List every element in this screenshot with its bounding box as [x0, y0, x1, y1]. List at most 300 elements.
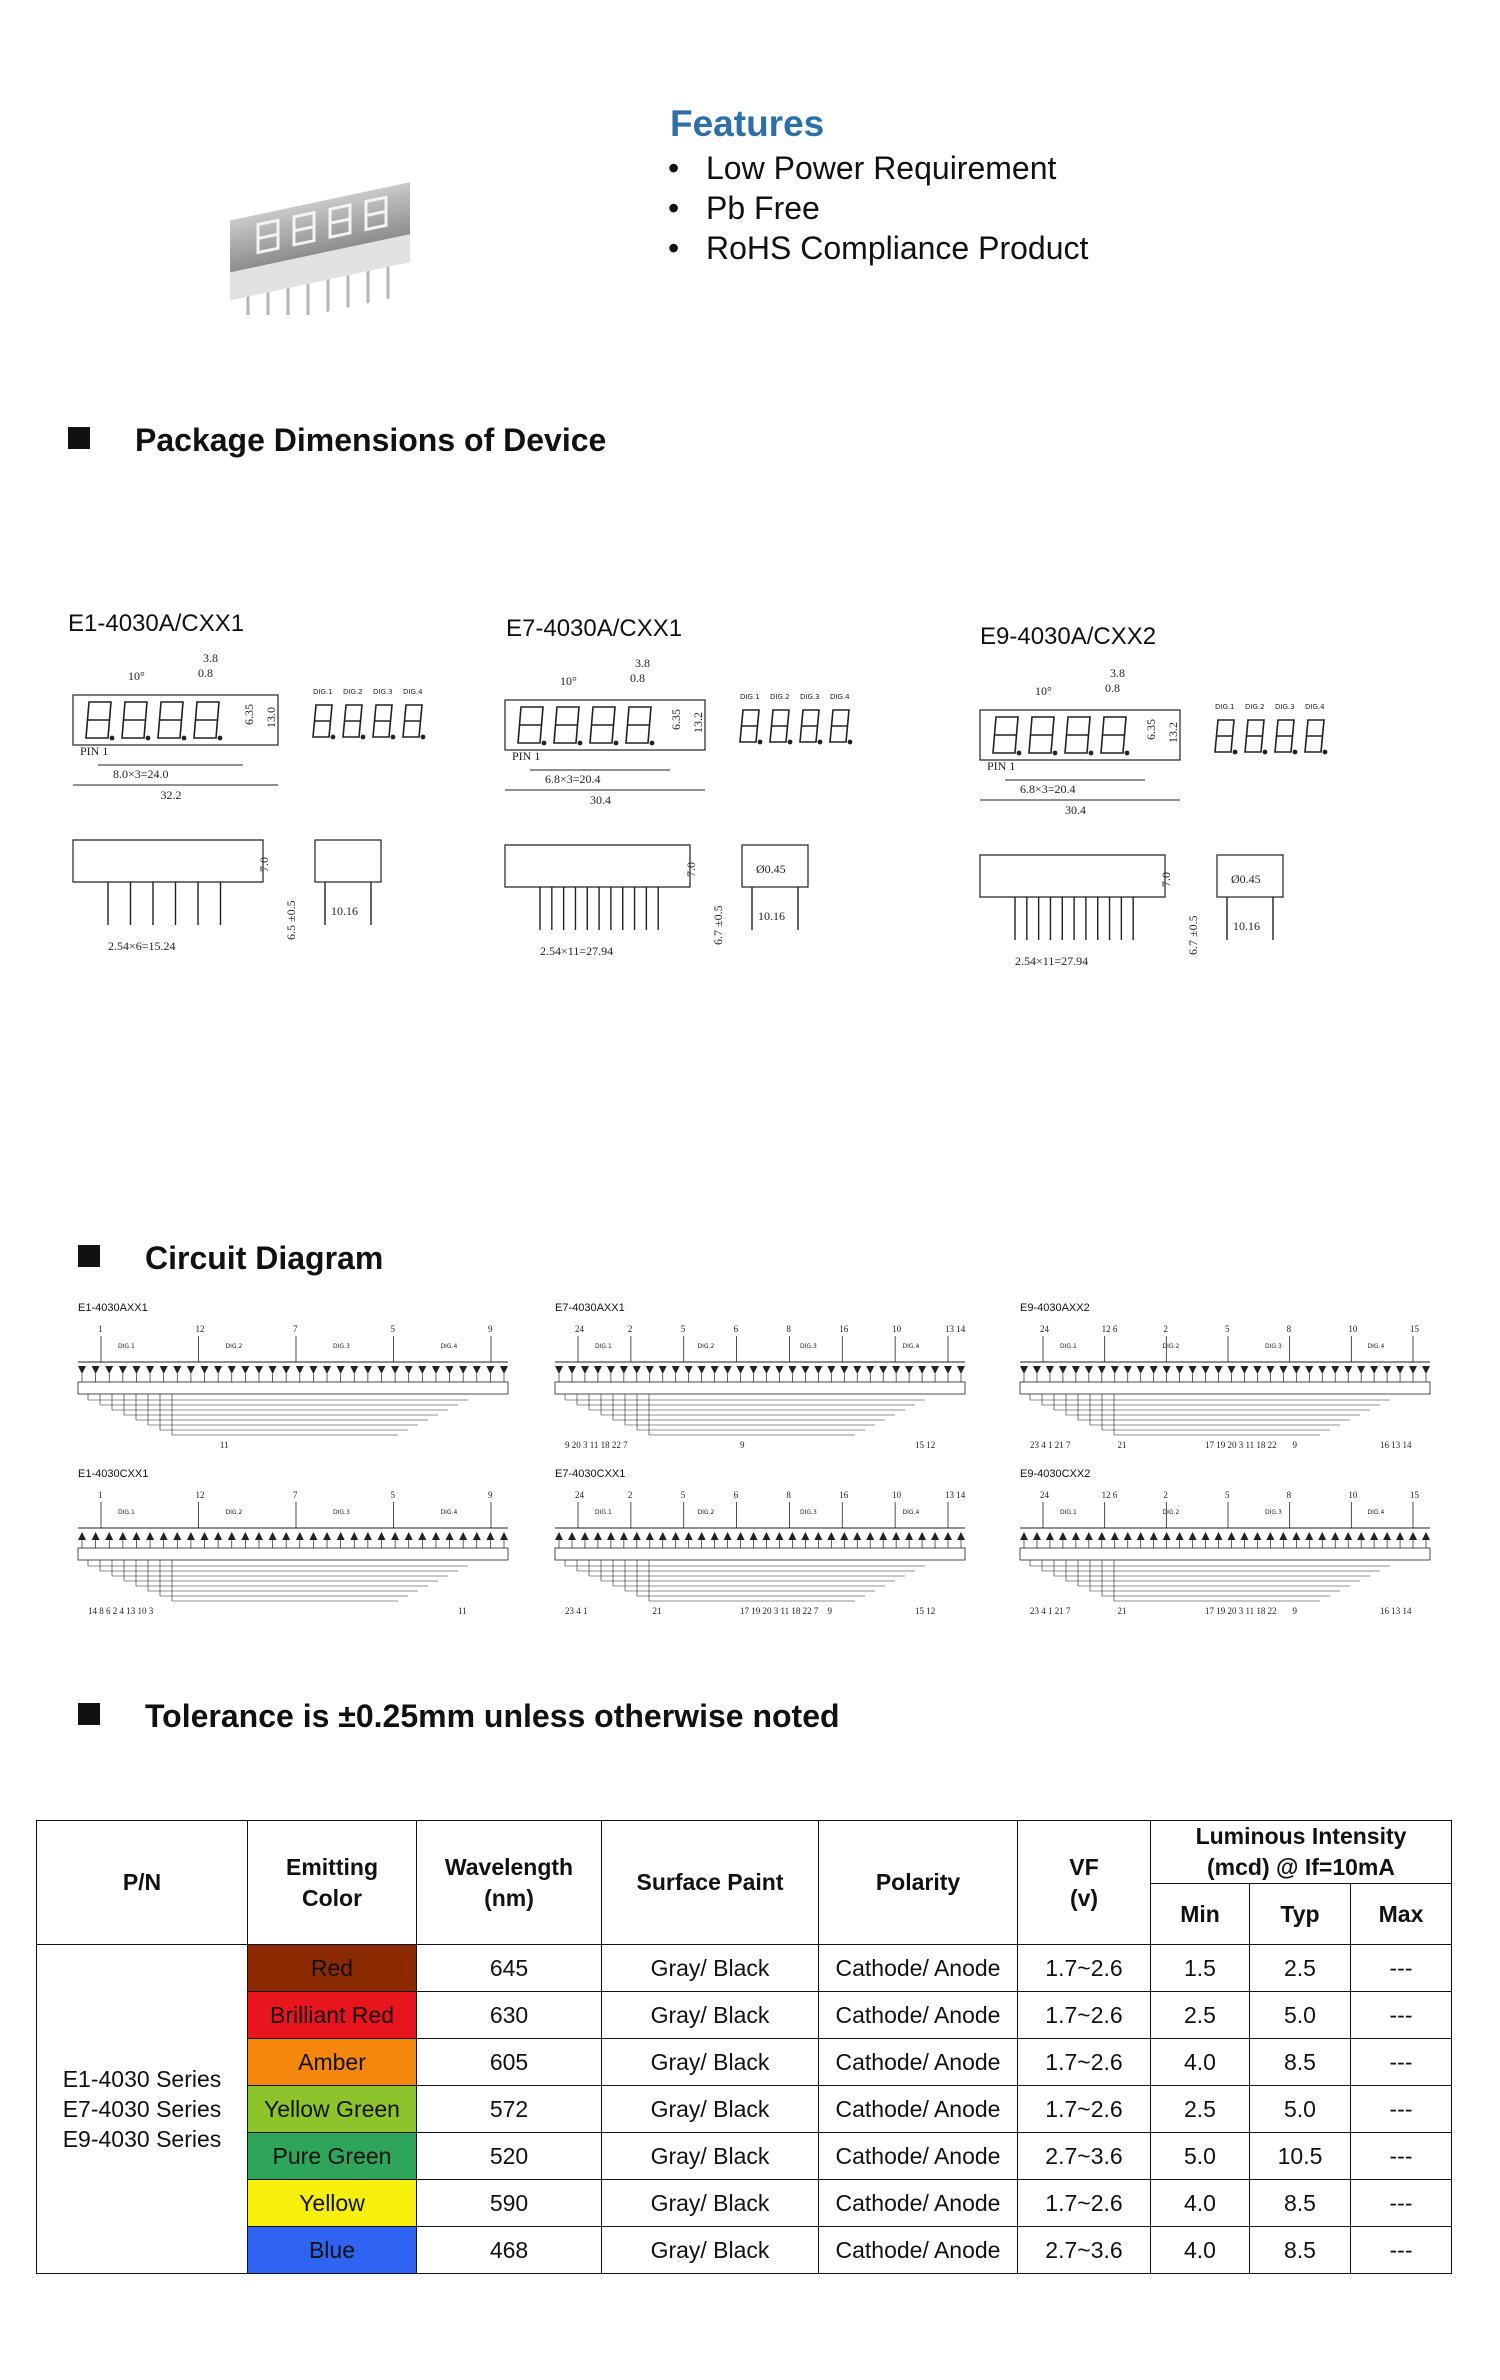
led-symbol — [724, 1532, 732, 1540]
led-symbol — [132, 1532, 140, 1540]
package-label-e9: E9-4030A/CXX2 — [980, 623, 1157, 650]
typ-cell: 8.5 — [1250, 2227, 1351, 2274]
led-symbol — [581, 1366, 589, 1374]
package-label-e1: E1-4030A/CXX1 — [68, 610, 245, 637]
seven-segment-digit — [1065, 717, 1093, 755]
led-symbol — [607, 1366, 615, 1374]
pin-number: 23 4 1 — [565, 1606, 588, 1616]
led-symbol — [201, 1532, 209, 1540]
led-symbol — [568, 1532, 576, 1540]
digit-label: DIG.3 — [800, 1509, 817, 1516]
led-symbol — [905, 1366, 913, 1374]
digit-label: DIG.1 — [740, 693, 760, 701]
led-symbol — [1292, 1366, 1300, 1374]
led-symbol — [173, 1366, 181, 1374]
led-symbol — [762, 1366, 770, 1374]
led-symbol — [1227, 1366, 1235, 1374]
seven-segment-digit — [800, 710, 822, 744]
dim-height: 13.0 — [264, 707, 278, 728]
led-symbol — [405, 1532, 413, 1540]
led-symbol — [1240, 1366, 1248, 1374]
led-symbol — [620, 1532, 628, 1540]
led-symbol — [187, 1366, 195, 1374]
feature-item: • Low Power Requirement — [668, 150, 1057, 186]
pin-number: 12 6 — [1101, 1490, 1118, 1500]
package-side-body — [73, 840, 263, 882]
pin-number: 16 13 14 — [1380, 1440, 1412, 1450]
led-symbol — [1176, 1366, 1184, 1374]
dim-side-h: 7.0 — [1159, 872, 1173, 887]
min-cell: 5.0 — [1151, 2133, 1250, 2180]
pin-number: 5 — [390, 1490, 395, 1500]
pin-number: 1 — [98, 1324, 103, 1334]
dim-angle: 10° — [560, 674, 577, 688]
led-symbol — [1318, 1366, 1326, 1374]
led-symbol — [801, 1366, 809, 1374]
led-symbol — [711, 1532, 719, 1540]
led-symbol — [173, 1532, 181, 1540]
seven-segment-digit — [1215, 720, 1237, 754]
pin-number: 8 — [1286, 1490, 1292, 1500]
dim-pitch: 6.8×3=20.4 — [545, 772, 601, 786]
led-symbol — [432, 1366, 440, 1374]
dim-b: 0.8 — [630, 671, 645, 685]
led-symbol — [1111, 1366, 1119, 1374]
led-symbol — [214, 1366, 222, 1374]
seven-segment-digit — [158, 702, 186, 740]
led-symbol — [840, 1366, 848, 1374]
led-symbol — [337, 1532, 345, 1540]
wavelength-cell: 630 — [417, 1992, 602, 2039]
led-symbol — [364, 1532, 372, 1540]
led-symbol — [323, 1366, 331, 1374]
led-symbol — [788, 1532, 796, 1540]
circuit-label: E7-4030AXX1 — [555, 1302, 625, 1314]
circuit-diagram — [1020, 1486, 1430, 1636]
led-symbol — [853, 1366, 861, 1374]
led-symbol — [672, 1532, 680, 1540]
digit-label: DIG.1 — [595, 1509, 612, 1516]
led-symbol — [119, 1366, 127, 1374]
pin-number: 12 — [195, 1324, 205, 1334]
dim-pin: PIN 1 — [512, 749, 541, 763]
led-symbol — [750, 1366, 758, 1374]
pin-number: 6 — [733, 1490, 739, 1500]
digit-label: DIG.3 — [800, 693, 820, 701]
circuit-label: E9-4030CXX2 — [1020, 1468, 1091, 1480]
digit-label-group — [740, 693, 850, 701]
led-symbol — [685, 1532, 693, 1540]
digit-label: DIG.2 — [343, 688, 363, 696]
pin-number: 16 13 14 — [1380, 1606, 1412, 1616]
led-symbol — [201, 1366, 209, 1374]
led-symbol — [1331, 1532, 1339, 1540]
color-cell: Pure Green — [248, 2133, 417, 2180]
led-symbol — [879, 1532, 887, 1540]
led-symbol — [1279, 1532, 1287, 1540]
led-symbol — [1202, 1366, 1210, 1374]
led-symbol — [1383, 1532, 1391, 1540]
surface-paint-cell: Gray/ Black — [602, 2180, 819, 2227]
pin-number: 24 — [575, 1490, 584, 1500]
header-surface-paint: Surface Paint — [602, 1821, 819, 1945]
led-symbol — [866, 1532, 874, 1540]
led-symbol — [646, 1366, 654, 1374]
led-symbol — [1085, 1366, 1093, 1374]
package-drawing-e7 — [500, 655, 920, 958]
package-side-body — [505, 845, 690, 887]
led-symbol — [119, 1532, 127, 1540]
digit-label: DIG.2 — [770, 693, 790, 701]
dim-pins: 2.54×6=15.24 — [108, 939, 176, 953]
led-symbol — [1189, 1366, 1197, 1374]
led-symbol — [160, 1532, 168, 1540]
led-symbol — [1344, 1366, 1352, 1374]
digit-label: DIG.1 — [313, 688, 333, 696]
pin-number: 6 — [733, 1324, 739, 1334]
led-symbol — [105, 1532, 113, 1540]
seven-segment-digit — [626, 707, 654, 745]
seven-segment-digit — [1245, 720, 1267, 754]
pin-number: 5 — [1225, 1490, 1230, 1500]
dim-side-h: 7.0 — [684, 862, 698, 877]
led-symbol — [814, 1366, 822, 1374]
max-cell: --- — [1351, 2133, 1452, 2180]
digit-label-group — [313, 688, 423, 696]
led-symbol — [418, 1366, 426, 1374]
led-symbol — [350, 1532, 358, 1540]
dim-height: 13.2 — [691, 712, 705, 733]
dim-width: 30.4 — [1065, 803, 1086, 817]
polarity-cell: Cathode/ Anode — [819, 2180, 1018, 2227]
circuit-diagram — [555, 1320, 965, 1470]
led-symbol — [337, 1366, 345, 1374]
dim-a: 3.8 — [635, 656, 650, 670]
dim-pitch: 6.8×3=20.4 — [1020, 782, 1076, 796]
table-row — [37, 2227, 1452, 2274]
circuit-diagram — [78, 1320, 508, 1470]
led-symbol — [1163, 1532, 1171, 1540]
led-symbol — [241, 1366, 249, 1374]
seven-segment-digit — [1029, 717, 1057, 755]
pin-number: 7 — [293, 1490, 298, 1500]
min-cell: 2.5 — [1151, 1992, 1250, 2039]
digit-label: DIG.3 — [1265, 1509, 1282, 1516]
dim-depth: 10.16 — [331, 904, 358, 918]
vf-cell: 1.7~2.6 — [1018, 1945, 1151, 1992]
led-symbol — [1072, 1366, 1080, 1374]
led-symbol — [377, 1532, 385, 1540]
led-symbol — [78, 1366, 86, 1374]
wavelength-cell: 605 — [417, 2039, 602, 2086]
circuit-diagram — [78, 1486, 508, 1636]
typ-cell: 5.0 — [1250, 1992, 1351, 2039]
typ-cell: 8.5 — [1250, 2180, 1351, 2227]
table-row — [37, 1945, 1452, 1992]
digit-label: DIG.1 — [118, 1343, 135, 1350]
pin-number: 5 — [1225, 1324, 1230, 1334]
pin-number: 14 8 6 2 4 13 10 3 — [88, 1606, 154, 1616]
pin-number: 17 19 20 3 11 18 22 — [1205, 1606, 1277, 1616]
wavelength-cell: 520 — [417, 2133, 602, 2180]
max-cell: --- — [1351, 1945, 1452, 1992]
led-symbol — [698, 1532, 706, 1540]
led-symbol — [555, 1532, 563, 1540]
dim-height: 13.2 — [1166, 722, 1180, 743]
led-symbol — [1240, 1532, 1248, 1540]
led-symbol — [309, 1366, 317, 1374]
min-cell: 4.0 — [1151, 2227, 1250, 2274]
digit-label: DIG.4 — [902, 1509, 920, 1516]
led-symbol — [775, 1366, 783, 1374]
dim-tolerance: 6.5 ±0.5 — [284, 900, 298, 940]
vf-cell: 1.7~2.6 — [1018, 2039, 1151, 2086]
digit-label: DIG.4 — [440, 1343, 458, 1350]
polarity-cell: Cathode/ Anode — [819, 2227, 1018, 2274]
led-symbol — [853, 1532, 861, 1540]
led-symbol — [620, 1366, 628, 1374]
pin-number: 21 — [1117, 1440, 1127, 1450]
led-symbol — [405, 1366, 413, 1374]
features-title: Features — [670, 103, 825, 144]
pin-number: 21 — [1117, 1606, 1127, 1616]
led-symbol — [269, 1366, 277, 1374]
led-symbol — [1357, 1532, 1365, 1540]
pin-number: 9 — [488, 1324, 493, 1334]
led-symbol — [646, 1532, 654, 1540]
led-symbol — [1059, 1532, 1067, 1540]
dim-pins: 2.54×11=27.94 — [1015, 954, 1089, 968]
surface-paint-cell: Gray/ Black — [602, 2133, 819, 2180]
led-symbol — [944, 1366, 952, 1374]
seven-segment-digit — [830, 710, 852, 744]
led-symbol — [1331, 1366, 1339, 1374]
dim-seg-h: 6.35 — [242, 704, 256, 725]
wavelength-cell: 590 — [417, 2180, 602, 2227]
seven-segment-digit — [1275, 720, 1297, 754]
led-symbol — [1227, 1532, 1235, 1540]
pin-number: 2 — [627, 1324, 633, 1334]
led-symbol — [1072, 1532, 1080, 1540]
led-symbol — [931, 1366, 939, 1374]
led-symbol — [1046, 1532, 1054, 1540]
led-symbol — [1137, 1532, 1145, 1540]
led-symbol — [473, 1532, 481, 1540]
square-bullet-icon — [68, 427, 90, 449]
dim-pin: PIN 1 — [80, 744, 109, 758]
led-symbol — [801, 1532, 809, 1540]
section-circuit-diagram: Circuit Diagram — [78, 1240, 383, 1277]
color-cell: Blue — [248, 2227, 417, 2274]
seven-segment-digit — [313, 705, 335, 739]
color-cell: Yellow — [248, 2180, 417, 2227]
product-photo — [218, 135, 478, 315]
led-symbol — [633, 1366, 641, 1374]
led-symbol — [685, 1366, 693, 1374]
led-symbol — [1344, 1532, 1352, 1540]
pin-number: 16 — [839, 1324, 849, 1334]
led-symbol — [364, 1366, 372, 1374]
led-symbol — [944, 1532, 952, 1540]
polarity-cell: Cathode/ Anode — [819, 2039, 1018, 2086]
wavelength-cell: 645 — [417, 1945, 602, 1992]
led-symbol — [187, 1532, 195, 1540]
digit-label: DIG.1 — [1060, 1343, 1077, 1350]
led-symbol — [500, 1366, 508, 1374]
vf-cell: 1.7~2.6 — [1018, 2180, 1151, 2227]
min-cell: 4.0 — [1151, 2180, 1250, 2227]
digit-label: DIG.2 — [225, 1509, 243, 1516]
led-symbol — [323, 1532, 331, 1540]
led-symbol — [1422, 1366, 1430, 1374]
led-symbol — [432, 1532, 440, 1540]
led-symbol — [1292, 1532, 1300, 1540]
polarity-cell: Cathode/ Anode — [819, 2086, 1018, 2133]
led-symbol — [698, 1366, 706, 1374]
pin-number: 9 — [740, 1440, 745, 1450]
led-symbol — [659, 1532, 667, 1540]
color-cell: Amber — [248, 2039, 417, 2086]
vf-cell: 1.7~2.6 — [1018, 1992, 1151, 2039]
led-symbol — [1137, 1366, 1145, 1374]
led-symbol — [1266, 1532, 1274, 1540]
feature-item: • RoHS Compliance Product — [668, 230, 1089, 266]
pin-number: 5 — [680, 1324, 686, 1334]
pin-number: 13 14 — [945, 1324, 966, 1334]
typ-cell: 8.5 — [1250, 2039, 1351, 2086]
seven-segment-digit — [740, 710, 762, 744]
features-list — [668, 148, 1088, 268]
section-tolerance: Tolerance is ±0.25mm unless otherwise noted — [78, 1698, 840, 1735]
pin-number: 2 — [627, 1490, 633, 1500]
led-symbol — [486, 1532, 494, 1540]
dim-a: 3.8 — [1110, 666, 1125, 680]
led-symbol — [391, 1532, 399, 1540]
led-symbol — [1318, 1532, 1326, 1540]
led-symbol — [1150, 1532, 1158, 1540]
led-symbol — [711, 1366, 719, 1374]
pin-number: 17 19 20 3 11 18 22 7 — [740, 1606, 819, 1616]
max-cell: --- — [1351, 1992, 1452, 2039]
led-symbol — [1370, 1532, 1378, 1540]
led-symbol — [105, 1366, 113, 1374]
led-symbol — [1059, 1366, 1067, 1374]
polarity-cell: Cathode/ Anode — [819, 1992, 1018, 2039]
pin-number: 24 — [1040, 1324, 1049, 1334]
led-symbol — [1266, 1366, 1274, 1374]
table-row — [37, 1992, 1452, 2039]
led-symbol — [659, 1366, 667, 1374]
led-symbol — [1020, 1366, 1028, 1374]
led-symbol — [568, 1366, 576, 1374]
digit-label: DIG.4 — [440, 1509, 458, 1516]
led-symbol — [78, 1532, 86, 1540]
dim-depth: 10.16 — [758, 909, 785, 923]
led-symbol — [737, 1366, 745, 1374]
digit-label: DIG.4 — [403, 688, 423, 696]
digit-label: DIG.2 — [1245, 703, 1265, 711]
led-symbol — [282, 1366, 290, 1374]
pin-number: 12 — [195, 1490, 205, 1500]
seven-segment-digit — [122, 702, 150, 740]
led-symbol — [1163, 1366, 1171, 1374]
pin-number: 24 — [575, 1324, 584, 1334]
seven-segment-digit — [373, 705, 395, 739]
led-symbol — [633, 1532, 641, 1540]
pin-number: 10 — [892, 1324, 902, 1334]
package-end-body — [315, 840, 381, 882]
led-symbol — [228, 1366, 236, 1374]
min-cell: 2.5 — [1151, 2086, 1250, 2133]
pin-number: 10 — [892, 1490, 902, 1500]
polarity-cell: Cathode/ Anode — [819, 2133, 1018, 2180]
vf-cell: 2.7~3.6 — [1018, 2133, 1151, 2180]
series-name: E7-4030 Series — [62, 2096, 222, 2122]
led-symbol — [1033, 1366, 1041, 1374]
digit-label: DIG.4 — [830, 693, 850, 701]
wavelength-cell: 572 — [417, 2086, 602, 2133]
dim-seg-h: 6.35 — [669, 709, 683, 730]
square-bullet-icon — [78, 1245, 100, 1267]
table-row — [37, 2180, 1452, 2227]
led-symbol — [672, 1366, 680, 1374]
led-symbol — [1422, 1532, 1430, 1540]
seven-segment-digit — [194, 702, 222, 740]
header-emitting-color: Emitting Color — [248, 1821, 417, 1945]
pin-number: 8 — [786, 1490, 791, 1500]
led-symbol — [840, 1532, 848, 1540]
pin-number: 9 — [1292, 1606, 1297, 1616]
digit-label: DIG.4 — [1367, 1343, 1385, 1350]
led-symbol — [92, 1366, 100, 1374]
digit-label: DIG.2 — [697, 1343, 715, 1350]
pin-number: 15 12 — [915, 1440, 936, 1450]
header-vf: VF (v) — [1018, 1821, 1151, 1945]
led-symbol — [905, 1532, 913, 1540]
led-symbol — [814, 1532, 822, 1540]
min-cell: 4.0 — [1151, 2039, 1250, 2086]
led-symbol — [1357, 1366, 1365, 1374]
led-symbol — [1396, 1532, 1404, 1540]
seven-segment-digit — [1305, 720, 1327, 754]
max-cell: --- — [1351, 2180, 1452, 2227]
series-cell — [37, 1945, 248, 2274]
pin-number: 17 19 20 3 11 18 22 — [1205, 1440, 1277, 1450]
spec-table — [36, 1820, 1452, 2274]
led-symbol — [459, 1366, 467, 1374]
pin-number: 5 — [390, 1324, 395, 1334]
pin-number: 9 — [1292, 1440, 1297, 1450]
circuit-diagram — [1020, 1320, 1430, 1470]
dim-tolerance: 6.7 ±0.5 — [711, 905, 725, 945]
dim-angle: 10° — [1035, 684, 1052, 698]
pin-number: 15 — [1410, 1324, 1419, 1334]
led-symbol — [931, 1532, 939, 1540]
seven-segment-digit — [770, 710, 792, 744]
pin-number: 11 — [458, 1606, 467, 1616]
pin-number: 8 — [786, 1324, 791, 1334]
typ-cell: 5.0 — [1250, 2086, 1351, 2133]
digit-label: DIG.2 — [1162, 1509, 1180, 1516]
led-symbol — [1176, 1532, 1184, 1540]
led-symbol — [92, 1532, 100, 1540]
pin-number: 5 — [680, 1490, 686, 1500]
pin-number: 15 12 — [915, 1606, 936, 1616]
seven-segment-digit — [86, 702, 114, 740]
max-cell: --- — [1351, 2086, 1452, 2133]
led-symbol — [1046, 1366, 1054, 1374]
package-drawing-e9 — [975, 665, 1395, 968]
